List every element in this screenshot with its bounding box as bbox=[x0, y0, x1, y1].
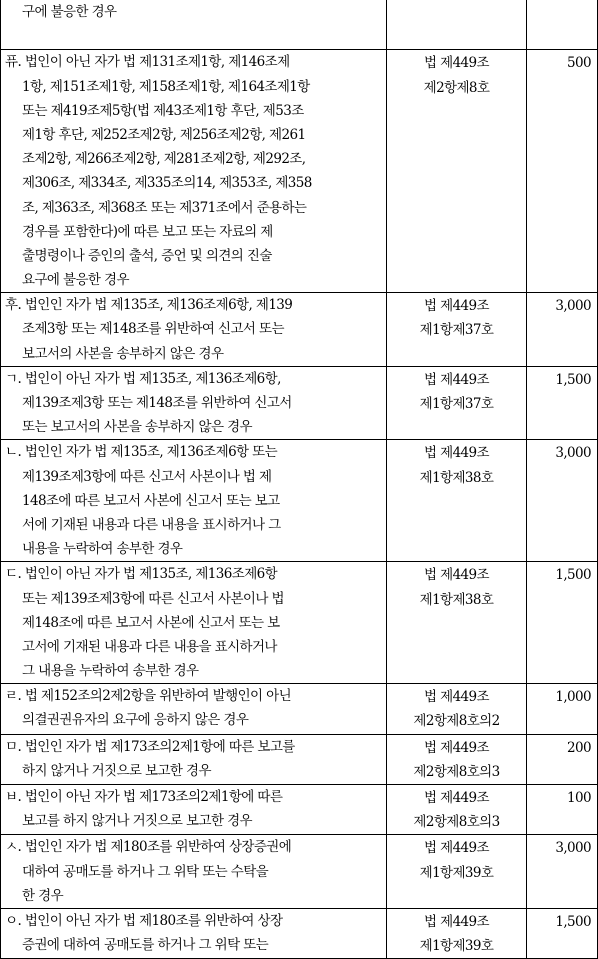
violation-description-cell bbox=[1, 684, 387, 734]
legal-reference-cell bbox=[387, 293, 527, 367]
violation-description-cell bbox=[1, 366, 387, 440]
violation-description-cell bbox=[1, 440, 387, 562]
legal-reference-line: 법 제449조 bbox=[424, 840, 489, 857]
description-line: ㄱ. 법인이 아닌 자가 법 제135조, 제136조제6항, bbox=[5, 370, 281, 387]
description-line: ㄹ. 법 제152조의2제2항을 위반하여 발행인이 아닌 bbox=[5, 688, 292, 705]
description-line: 대하여 공매도를 하거나 그 위탁 또는 수탁을 bbox=[22, 863, 269, 880]
table-row bbox=[1, 562, 598, 684]
legal-reference-line: 법 제449조 bbox=[424, 790, 489, 806]
table-row bbox=[1, 908, 598, 958]
legal-reference-line: 제1항제38호 bbox=[419, 469, 494, 486]
legal-reference-line: 법 제449조 bbox=[424, 739, 489, 756]
description-line: 제306조, 제334조, 제335조의14, 제353조, 제358 bbox=[22, 175, 312, 192]
fine-amount: 1,500 bbox=[555, 567, 591, 584]
fine-amount-cell bbox=[527, 562, 598, 684]
legal-reference-line: 제1항제37호 bbox=[419, 396, 494, 412]
fine-amount: 500 bbox=[567, 55, 591, 72]
description-line: ㅇ. 법인이 아닌 자가 법 제180조를 위반하여 상장 bbox=[5, 912, 283, 929]
description-line: ㅁ. 법인인 자가 법 제173조의2제1항에 따른 보고를 bbox=[5, 738, 295, 755]
fine-amount-cell bbox=[527, 684, 598, 734]
description-line: ㄴ. 법인인 자가 법 제135조, 제136조제6항 또는 bbox=[5, 444, 278, 461]
legal-reference-cell bbox=[387, 734, 527, 784]
legal-reference-line: 제2항제8호의3 bbox=[413, 814, 500, 831]
penalty-table-body bbox=[1, 0, 598, 959]
violation-description-cell bbox=[1, 50, 387, 293]
description-line: ㅂ. 법인이 아닌 자가 법 제173조의2제1항에 따른 bbox=[5, 789, 283, 805]
fine-amount-cell bbox=[527, 908, 598, 958]
description-line: 하지 않거나 거짓으로 보고한 경우 bbox=[22, 762, 211, 779]
legal-reference-line: 법 제449조 bbox=[424, 445, 489, 462]
fine-amount-cell bbox=[527, 440, 598, 562]
fine-amount: 1,000 bbox=[555, 689, 591, 706]
fine-amount-cell bbox=[527, 835, 598, 909]
table-row bbox=[1, 734, 598, 784]
description-line: 그 내용을 누락하여 송부한 경우 bbox=[22, 663, 199, 680]
fine-amount-cell bbox=[527, 785, 598, 835]
table-row bbox=[1, 293, 598, 367]
table-row bbox=[1, 440, 598, 562]
legal-reference-line: 제1항제39호 bbox=[419, 938, 494, 955]
legal-reference-cell bbox=[387, 440, 527, 562]
description-line: 보고를 하지 않거나 거짓으로 보고한 경우 bbox=[22, 813, 252, 830]
description-line: 또는 제139조제3항에 따른 신고서 사본이나 법 bbox=[22, 590, 284, 607]
legal-reference-line: 법 제449조 bbox=[424, 913, 489, 930]
violation-description-cell bbox=[1, 734, 387, 784]
legal-reference-cell bbox=[387, 908, 527, 958]
legal-reference-cell bbox=[387, 366, 527, 440]
legal-reference-line: 제1항제39호 bbox=[419, 864, 494, 881]
legal-reference-line bbox=[387, 25, 526, 49]
description-line: 제148조에 따른 보고서 사본에 신고서 또는 보 bbox=[22, 614, 280, 631]
table-row bbox=[1, 50, 598, 293]
description-line: 내용을 누락하여 송부한 경우 bbox=[22, 541, 183, 558]
description-line: 조제3항 또는 제148조를 위반하여 신고서 또는 bbox=[22, 321, 284, 338]
legal-reference-line: 제1항제38호 bbox=[419, 591, 494, 608]
legal-reference-line: 법 제449조 bbox=[424, 55, 489, 72]
fine-amount: 1,500 bbox=[555, 913, 591, 930]
description-line: 경우를 포함한다)에 따른 보고 또는 자료의 제 bbox=[22, 223, 273, 240]
description-line: 의결권권유자의 요구에 응하지 않은 경우 bbox=[22, 712, 249, 729]
legal-reference-cell bbox=[387, 785, 527, 835]
description-line: 퓨. 법인이 아닌 자가 법 제131조제1항, 제146조제 bbox=[5, 54, 290, 71]
description-line: 고서에 기재된 내용과 다른 내용을 표시하거나 bbox=[22, 638, 277, 655]
legal-reference-line bbox=[387, 1, 526, 25]
violation-description-cell bbox=[1, 562, 387, 684]
violation-description-cell bbox=[1, 0, 387, 50]
violation-description-cell bbox=[1, 908, 387, 958]
description-line: 또는 제419조제5항(법 제43조제1항 후단, 제53조 bbox=[22, 102, 304, 119]
description-line: 제139조제3항 또는 제148조를 위반하여 신고서 bbox=[22, 395, 292, 411]
legal-reference-cell bbox=[387, 684, 527, 734]
table-row bbox=[1, 366, 598, 440]
table-row bbox=[1, 684, 598, 734]
legal-reference-line: 법 제449조 bbox=[424, 567, 489, 584]
legal-reference-line: 법 제449조 bbox=[424, 298, 489, 315]
fine-amount: 3,000 bbox=[555, 298, 591, 315]
description-line: 보고서의 사본을 송부하지 않은 경우 bbox=[22, 345, 224, 362]
description-line: 한 경우 bbox=[22, 887, 64, 904]
legal-reference-cell bbox=[387, 835, 527, 909]
table-row bbox=[1, 785, 598, 835]
description-line: ㄷ. 법인이 아닌 자가 법 제135조, 제136조제6항 bbox=[5, 566, 278, 583]
legal-reference-cell bbox=[387, 50, 527, 293]
legal-reference-line: 제2항제8호의2 bbox=[413, 713, 500, 730]
violation-description-cell bbox=[1, 785, 387, 835]
fine-amount: 200 bbox=[567, 739, 591, 756]
legal-reference-line: 제2항제8호 bbox=[423, 79, 490, 96]
fine-amount-cell bbox=[527, 734, 598, 784]
description-line: 제139조제3항에 따른 신고서 사본이나 법 제 bbox=[22, 468, 272, 485]
fine-amount: 3,000 bbox=[555, 840, 591, 857]
fine-amount: 100 bbox=[567, 790, 591, 806]
description-line: 요구에 불응한 경우 bbox=[22, 272, 129, 289]
description-line: 서에 기재된 내용과 다른 내용을 표시하거나 그 bbox=[22, 516, 281, 533]
legal-reference-line: 제2항제8호의3 bbox=[413, 763, 500, 780]
description-line: 출명령이나 증인의 출석, 증언 및 의견의 진술 bbox=[22, 247, 272, 264]
violation-description-cell bbox=[1, 293, 387, 367]
fine-amount-cell bbox=[527, 50, 598, 293]
description-line: 1항, 제151조제1항, 제158조제1항, 제164조제1항 bbox=[22, 78, 310, 95]
description-line: 후. 법인인 자가 법 제135조, 제136조제6항, 제139 bbox=[5, 297, 293, 314]
fine-amount: 1,500 bbox=[555, 371, 591, 388]
description-line: 증권에 대하여 공매도를 하거나 그 위탁 또는 bbox=[22, 937, 269, 954]
description-line: 조, 제363조, 제368조 또는 제371조에서 준용하는 bbox=[22, 199, 307, 216]
fine-amount-cell bbox=[527, 366, 598, 440]
fine-amount-cell bbox=[527, 0, 598, 50]
legal-reference-cell bbox=[387, 562, 527, 684]
fine-amount: 3,000 bbox=[555, 445, 591, 462]
legal-reference-line: 제1항제37호 bbox=[419, 322, 494, 339]
legal-reference-line: 법 제449조 bbox=[424, 689, 489, 706]
fine-amount bbox=[527, 1, 591, 25]
table-row bbox=[1, 0, 598, 50]
fine-amount-cell bbox=[527, 293, 598, 367]
description-line: 구에 불응한 경우 bbox=[22, 4, 117, 20]
table-row bbox=[1, 835, 598, 909]
violation-description-cell bbox=[1, 835, 387, 909]
description-line: 조제2항, 제266조제2항, 제281조제2항, 제292조, bbox=[22, 151, 306, 168]
description-line: 제1항 후단, 제252조제2항, 제256조제2항, 제261 bbox=[22, 126, 306, 143]
description-line: ㅅ. 법인인 자가 법 제180조를 위반하여 상장증권에 bbox=[5, 839, 292, 856]
description-line: 또는 보고서의 사본을 송부하지 않은 경우 bbox=[22, 419, 252, 436]
legal-reference-line: 법 제449조 bbox=[424, 371, 489, 388]
legal-reference-cell bbox=[387, 0, 527, 50]
description-line: 148조에 따른 보고서 사본에 신고서 또는 보고 bbox=[22, 492, 280, 509]
